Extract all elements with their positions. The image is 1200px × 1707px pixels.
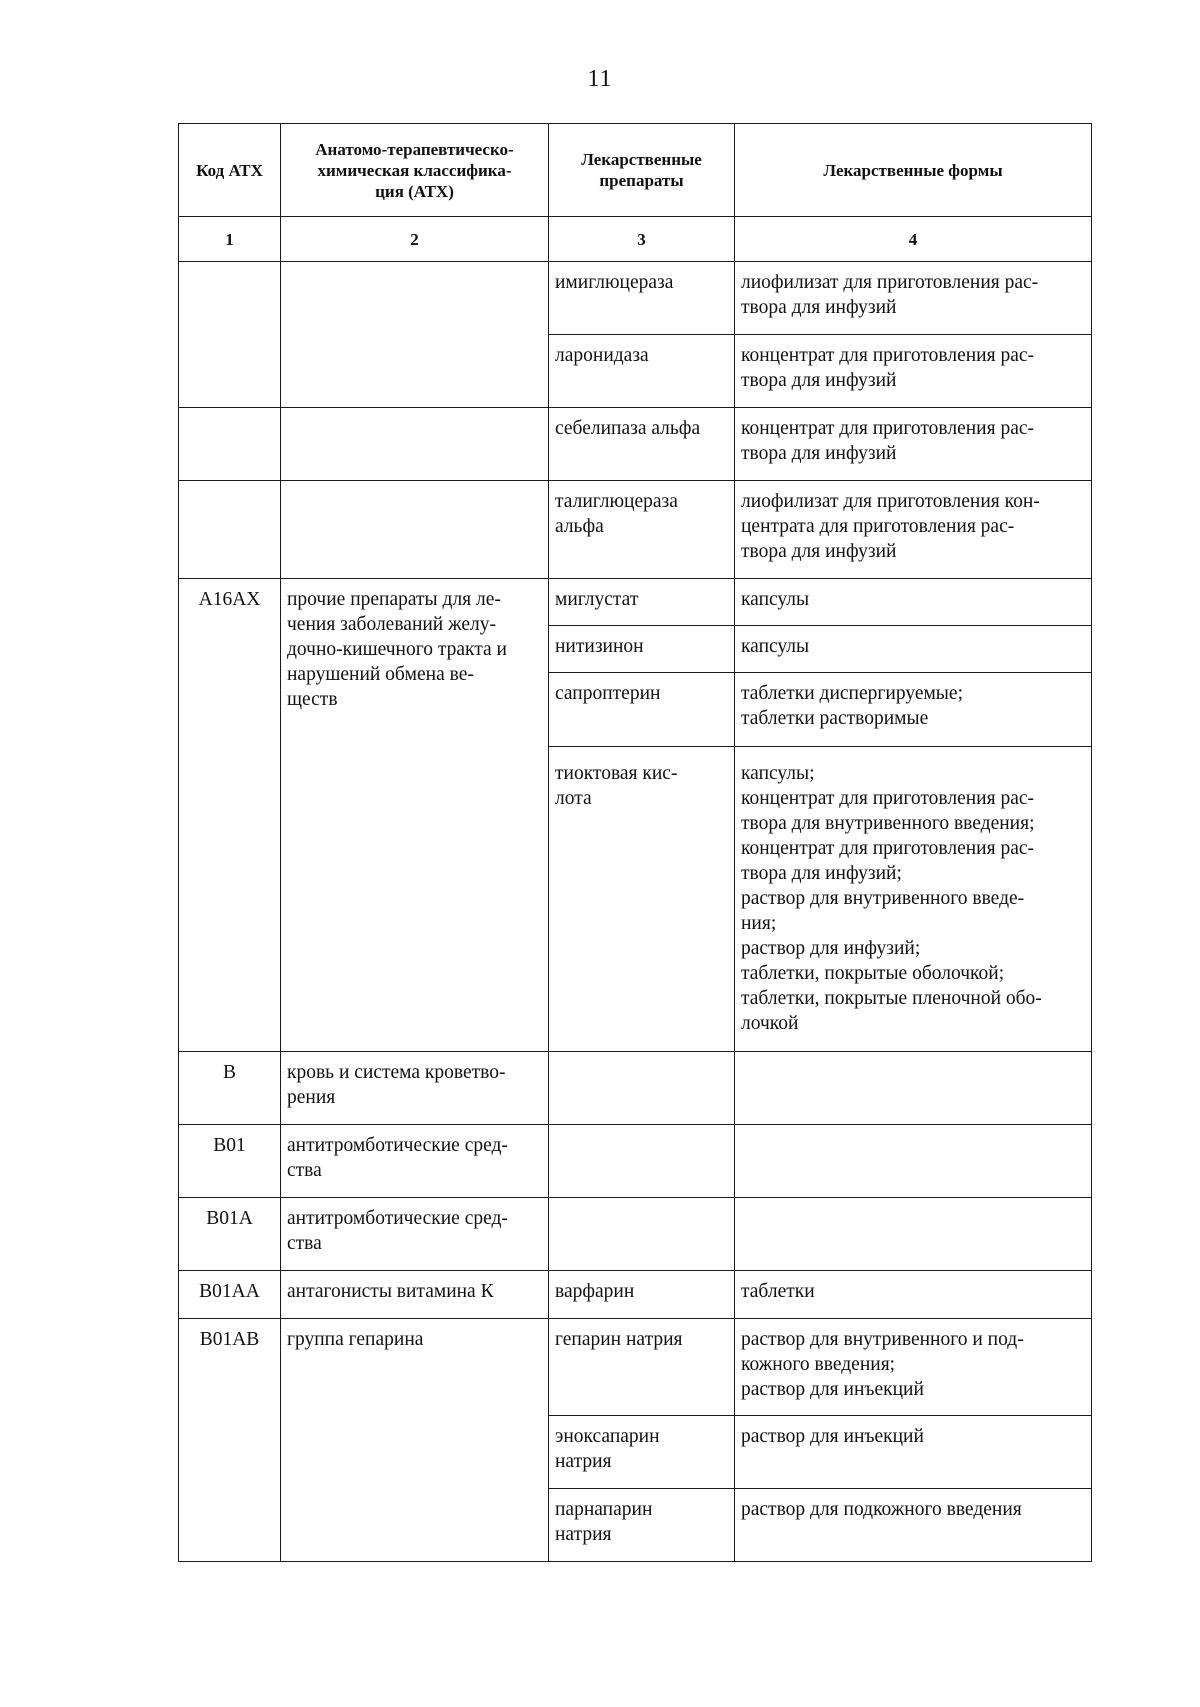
atx-code-cell: [179, 262, 281, 408]
drug-forms-cell: раствор для внутривенного и под- кожного введения; раствор для инъекций: [735, 1319, 1092, 1416]
drug-name-cell: миглустат: [549, 579, 735, 626]
classification-cell: антитромботические сред- ства: [281, 1198, 549, 1271]
classification-cell: [281, 262, 549, 408]
drug-forms-cell: таблетки диспергируемые; таблетки растворимые: [735, 673, 1092, 747]
drug-forms-cell: лиофилизат для приготовления кон- центрата для приготовления рас- твора для инфузий: [735, 481, 1092, 579]
table-row: [179, 1271, 1092, 1319]
header-forms: Лекарственные формы: [735, 124, 1092, 217]
drug-name-cell: имиглюцераза: [549, 262, 735, 335]
drug-name-cell: талиглюцераза альфа: [549, 481, 735, 579]
drug-name-cell: [549, 1125, 735, 1198]
atx-code-cell: А16АХ: [179, 579, 281, 1052]
header-code: Код АТХ: [179, 124, 281, 217]
classification-cell: кровь и система кроветво- рения: [281, 1052, 549, 1125]
table-row: [179, 579, 1092, 626]
column-number: 1: [179, 217, 281, 262]
atx-code-cell: [179, 481, 281, 579]
atx-drug-table: [178, 123, 1092, 1562]
classification-cell: антагонисты витамина К: [281, 1271, 549, 1319]
drug-forms-cell: капсулы: [735, 579, 1092, 626]
table-row: [179, 1198, 1092, 1271]
column-number: 2: [281, 217, 549, 262]
atx-code-cell: [179, 408, 281, 481]
drug-forms-cell: [735, 1125, 1092, 1198]
column-number: 4: [735, 217, 1092, 262]
drug-name-cell: парнапарин натрия: [549, 1489, 735, 1562]
drug-forms-cell: раствор для инъекций: [735, 1416, 1092, 1489]
drug-name-cell: [549, 1198, 735, 1271]
table-row: [179, 1319, 1092, 1416]
drug-name-cell: ларонидаза: [549, 335, 735, 408]
header-classification: Анатомо-терапевтическо- химическая классифика- ция (АТХ): [281, 124, 549, 217]
table-row: [179, 262, 1092, 335]
classification-cell: группа гепарина: [281, 1319, 549, 1562]
drug-forms-cell: капсулы: [735, 626, 1092, 673]
drug-name-cell: [549, 1052, 735, 1125]
header-drugs: Лекарственные препараты: [549, 124, 735, 217]
classification-cell: прочие препараты для ле- чения заболеваний желу- дочно-кишечного тракта и нарушений обмена ве- ществ: [281, 579, 549, 1052]
atx-code-cell: В01АВ: [179, 1319, 281, 1562]
classification-cell: [281, 481, 549, 579]
atx-code-cell: В: [179, 1052, 281, 1125]
table-row: [179, 1125, 1092, 1198]
drug-forms-cell: таблетки: [735, 1271, 1092, 1319]
table-row: [179, 1052, 1092, 1125]
drug-name-cell: тиоктовая кис- лота: [549, 747, 735, 1052]
atx-code-cell: В01А: [179, 1198, 281, 1271]
atx-code-cell: В01АА: [179, 1271, 281, 1319]
table-row: [179, 408, 1092, 481]
classification-cell: [281, 408, 549, 481]
table-row: [179, 481, 1092, 579]
drug-forms-cell: концентрат для приготовления рас- твора для инфузий: [735, 408, 1092, 481]
atx-code-cell: В01: [179, 1125, 281, 1198]
column-number: 3: [549, 217, 735, 262]
drug-forms-cell: лиофилизат для приготовления рас- твора для инфузий: [735, 262, 1092, 335]
drug-name-cell: нитизинон: [549, 626, 735, 673]
drug-forms-cell: [735, 1198, 1092, 1271]
drug-name-cell: гепарин натрия: [549, 1319, 735, 1416]
drug-forms-cell: концентрат для приготовления рас- твора для инфузий: [735, 335, 1092, 408]
classification-cell: антитромботические сред- ства: [281, 1125, 549, 1198]
header-row: [179, 124, 1092, 217]
drug-forms-cell: раствор для подкожного введения: [735, 1489, 1092, 1562]
drug-name-cell: сапроптерин: [549, 673, 735, 747]
column-number-row: [179, 217, 1092, 262]
drug-forms-cell: капсулы; концентрат для приготовления рас- твора для внутривенного введения; концентрат для приготовления рас- твора для инфузий; раствор для внутривенного введе- ния; раствор для инфузий; таблетки, покрытые оболочкой; таблетки, покрытые пленочной обо- лочкой: [735, 747, 1092, 1052]
drug-name-cell: эноксапарин натрия: [549, 1416, 735, 1489]
drug-forms-cell: [735, 1052, 1092, 1125]
drug-name-cell: себелипаза альфа: [549, 408, 735, 481]
page-number: 11: [587, 66, 613, 92]
drug-name-cell: варфарин: [549, 1271, 735, 1319]
